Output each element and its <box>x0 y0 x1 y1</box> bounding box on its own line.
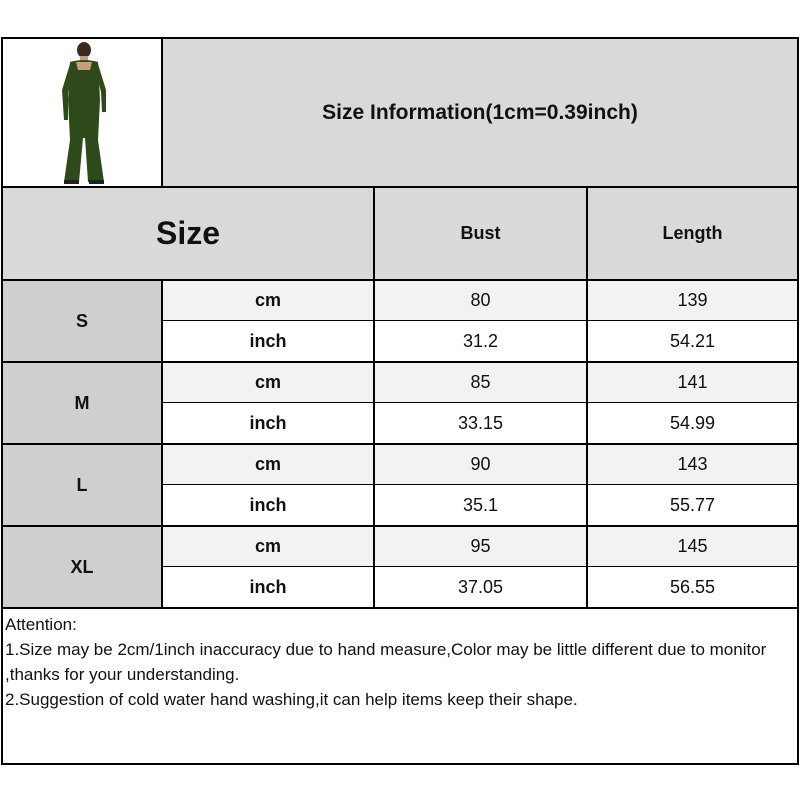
unit-cell: cm <box>162 444 374 485</box>
size-header: Size <box>155 215 221 251</box>
unit-cell: cm <box>162 280 374 321</box>
unit-cell: inch <box>162 485 374 526</box>
notes-line-2: 2.Suggestion of cold water hand washing,it can help items keep their shape. <box>5 690 578 709</box>
notes-line-1: 1.Size may be 2cm/1inch inaccuracy due to hand measure,Color may be little different due to monitor ,thanks for your understanding. <box>5 640 767 684</box>
value-cell: 33.15 <box>374 403 587 444</box>
value-cell: 54.21 <box>587 321 798 362</box>
product-image-cell <box>2 38 162 187</box>
value-cell: 80 <box>374 280 587 321</box>
value-cell: 90 <box>374 444 587 485</box>
unit-cell: cm <box>162 362 374 403</box>
value-cell: 145 <box>587 526 798 567</box>
unit-cell: inch <box>162 403 374 444</box>
value-cell: 143 <box>587 444 798 485</box>
unit-cell: cm <box>162 526 374 567</box>
unit-cell: inch <box>162 321 374 362</box>
size-header-cell <box>2 187 374 280</box>
notes-heading: Attention: <box>5 615 77 634</box>
product-image <box>12 40 152 185</box>
size-cell-l: L <box>2 444 162 526</box>
size-cell-m: M <box>2 362 162 444</box>
value-cell: 54.99 <box>587 403 798 444</box>
attention-notes <box>5 612 797 712</box>
value-cell: 139 <box>587 280 798 321</box>
value-cell: 35.1 <box>374 485 587 526</box>
value-cell: 55.77 <box>587 485 798 526</box>
value-cell: 95 <box>374 526 587 567</box>
value-cell: 37.05 <box>374 567 587 608</box>
size-cell-s: S <box>2 280 162 362</box>
value-cell: 85 <box>374 362 587 403</box>
value-cell: 56.55 <box>587 567 798 608</box>
value-cell: 31.2 <box>374 321 587 362</box>
value-cell: 141 <box>587 362 798 403</box>
page-title: Size Information(1cm=0.39inch) <box>322 100 638 124</box>
unit-cell: inch <box>162 567 374 608</box>
size-cell-xl: XL <box>2 526 162 608</box>
column-header-bust: Bust <box>374 187 587 280</box>
title-cell <box>162 38 798 187</box>
column-header-length: Length <box>587 187 798 280</box>
